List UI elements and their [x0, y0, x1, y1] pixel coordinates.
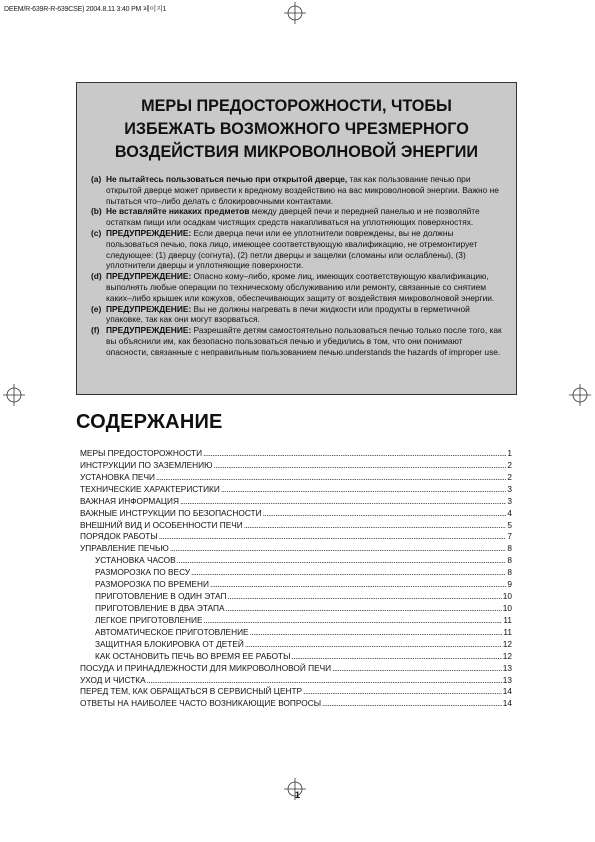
toc-entry-title: МЕРЫ ПРЕДОСТОРОЖНОСТИ: [80, 448, 203, 458]
toc-entry-title: ПРИГОТОВЛЕНИЕ В ДВА ЭТАПА: [95, 602, 225, 613]
toc-leader-dots: [221, 484, 507, 496]
toc-entry-title: ВАЖНАЯ ИНФОРМАЦИЯ: [80, 495, 179, 506]
toc-entry-page: 14: [502, 686, 512, 697]
warning-item: [91, 228, 506, 271]
warning-item-bold: ПРЕДУПРЕЖДЕНИЕ:: [106, 271, 192, 282]
toc-entry-page: 11: [503, 614, 512, 625]
warning-list: [91, 174, 506, 358]
toc-entry-page: 8: [507, 543, 512, 554]
toc-entry-title: ЗАЩИТНАЯ БЛОКИРОВКА ОТ ДЕТЕЙ: [95, 638, 244, 649]
toc-entry-page: 9: [507, 579, 512, 590]
toc-entry-title: ВНЕШНИЙ ВИД И ОСОБЕННОСТИ ПЕЧИ: [80, 519, 243, 530]
registration-mark-top-icon: [284, 2, 306, 24]
warning-item-label: (c): [91, 227, 102, 238]
toc-entry-title: РАЗМОРОЗКА ПО ВРЕМЕНИ: [95, 579, 210, 590]
toc-entry-page: 13: [502, 662, 512, 673]
toc-entry: [80, 472, 512, 484]
toc-entry: [80, 663, 512, 675]
registration-mark-right-icon: [569, 384, 591, 406]
toc-entry-page: 4: [507, 507, 512, 518]
toc-entry-title: УСТАНОВКА ПЕЧИ: [80, 471, 155, 482]
toc-leader-dots: [210, 579, 506, 591]
toc-leader-dots: [322, 698, 502, 710]
toc-entry: [80, 520, 512, 532]
toc-leader-dots: [203, 448, 506, 460]
toc-leader-dots: [303, 686, 502, 698]
toc-entry-title: ВАЖНЫЕ ИНСТРУКЦИИ ПО БЕЗОПАСНОСТИ: [80, 507, 262, 518]
warning-title-line: ИЗБЕЖАТЬ ВОЗМОЖНОГО ЧРЕЗМЕРНОГО: [124, 120, 469, 138]
toc-entry: [80, 675, 512, 687]
toc-entry-title: ПОСУДА И ПРИНАДЛЕЖНОСТИ ДЛЯ МИКРОВОЛНОВОЙ ПЕЧИ: [80, 662, 332, 673]
toc-entry-title: ПРИГОТОВЛЕНИЕ В ОДИН ЭТАП: [95, 591, 227, 602]
toc-entry-page: 11: [503, 626, 512, 637]
warning-item-bold: ПРЕДУПРЕЖДЕНИЕ:: [106, 303, 192, 314]
toc-leader-dots: [170, 543, 507, 555]
warning-item: [91, 206, 506, 228]
registration-mark-left-icon: [3, 384, 25, 406]
toc-entry-page: 13: [502, 674, 512, 685]
toc-entry: [80, 686, 512, 698]
warning-item-text: Опасно кому–либо, кроме лиц, имеющих соответствующую квалификацию, выполнять любые операции по техническому обслуживанию или ремонту, связанные со снятием каких–либо крышек или кожухов, обеспечивающих защиту от воздействия микроволновой энергии.: [106, 271, 495, 303]
toc-entry-title: ПЕРЕД ТЕМ, КАК ОБРАЩАТЬСЯ В СЕРВИСНЫЙ ЦЕНТР: [80, 686, 303, 697]
toc-entry-title: ПОРЯДОК РАБОТЫ: [80, 531, 158, 542]
warning-item-bold: ПРЕДУПРЕЖДЕНИЕ:: [106, 325, 192, 336]
toc-entry-title: УПРАВЛЕНИЕ ПЕЧЬЮ: [80, 543, 169, 554]
warning-item-bold: Не вставляйте никаких предметов: [106, 206, 250, 217]
toc-entry-page: 3: [507, 495, 512, 506]
toc-title: СОДЕРЖАНИЕ: [76, 411, 223, 433]
toc-entry: [80, 543, 512, 555]
toc-entry: [80, 591, 512, 603]
toc-entry-title: УХОД И ЧИСТКА: [80, 674, 146, 685]
toc-leader-dots: [180, 496, 506, 508]
warning-item: [91, 271, 506, 303]
toc-entry: [80, 531, 512, 543]
toc-entry-page: 8: [507, 555, 512, 566]
toc-entry: [80, 698, 512, 710]
toc-entry-title: АВТОМАТИЧЕСКОЕ ПРИГОТОВЛЕНИЕ: [95, 626, 249, 637]
page-number: 1: [294, 790, 300, 800]
toc-entry-title: ОТВЕТЫ НА НАИБОЛЕЕ ЧАСТО ВОЗНИКАЮЩИЕ ВОПРОСЫ: [80, 698, 322, 709]
warning-item-bold: Не пытайтесь пользоваться печью при открытой дверце,: [106, 174, 348, 184]
warning-item-text: Вы не должны нагревать в печи жидкости или продукты в герметичной упаковке, так как они могут взорваться.: [106, 303, 470, 325]
toc-leader-dots: [177, 555, 507, 567]
toc-entry: [80, 603, 512, 615]
toc-entry: [80, 460, 512, 472]
toc-entry: [80, 615, 512, 627]
toc-entry-page: 1: [507, 448, 512, 458]
toc-entry: [80, 555, 512, 567]
toc-entry-page: 2: [507, 459, 512, 470]
toc-entry-page: 3: [507, 483, 512, 494]
warning-item-text: между дверцей печи и передней панелью и не позволяйте остаткам пищи или осадкам чистящих средств накапливаться на уплотняющих поверхностях.: [106, 206, 480, 228]
toc-entry-page: 2: [507, 471, 512, 482]
toc-leader-dots: [214, 460, 507, 472]
toc-entry-title: РАЗМОРОЗКА ПО ВЕСУ: [95, 567, 191, 578]
toc-entry: [80, 508, 512, 520]
toc-entry-page: 14: [502, 698, 512, 709]
warning-item-label: (d): [91, 271, 102, 282]
toc-entry: [80, 651, 512, 663]
toc-list: [80, 448, 512, 710]
toc-leader-dots: [332, 663, 502, 675]
toc-leader-dots: [250, 627, 503, 639]
toc-entry: [80, 496, 512, 508]
toc-entry-page: 7: [507, 531, 512, 542]
warning-title: [77, 95, 516, 164]
warning-item-text: так как пользование печью при открытой дверце может привести к вредному воздействию на вас микроволновой энергии. Важно не пытаться что–либо делать с блокировочными контактами.: [106, 174, 499, 206]
toc-entry-page: 10: [502, 591, 512, 602]
toc-leader-dots: [226, 603, 502, 615]
toc-leader-dots: [191, 567, 506, 579]
toc-entry: [80, 567, 512, 579]
toc-leader-dots: [227, 591, 501, 603]
warning-item-label: (f): [91, 325, 100, 336]
toc-entry: [80, 639, 512, 651]
toc-leader-dots: [244, 520, 507, 532]
toc-entry: [80, 627, 512, 639]
toc-entry: [80, 484, 512, 496]
toc-leader-dots: [156, 472, 506, 484]
warning-item: [91, 174, 506, 206]
toc-leader-dots: [147, 675, 502, 687]
toc-leader-dots: [204, 615, 503, 627]
toc-leader-dots: [291, 651, 501, 663]
warning-item-label: (b): [91, 206, 102, 217]
toc-entry-page: 12: [502, 650, 512, 661]
toc-entry-title: ТЕХНИЧЕСКИЕ ХАРАКТЕРИСТИКИ: [80, 483, 220, 494]
warning-box: [76, 82, 517, 395]
warning-title-line: МЕРЫ ПРЕДОСТОРОЖНОСТИ, ЧТОБЫ: [141, 97, 452, 115]
toc-entry-page: 8: [507, 567, 512, 578]
warning-item: [91, 325, 506, 357]
toc-entry-page: 10: [502, 602, 512, 613]
toc-leader-dots: [159, 531, 507, 543]
toc-entry-title: ИНСТРУКЦИИ ПО ЗАЗЕМЛЕНИЮ: [80, 459, 213, 470]
warning-item: [91, 304, 506, 326]
warning-item-label: (a): [91, 174, 102, 184]
warning-item-bold: ПРЕДУПРЕЖДЕНИЕ:: [106, 227, 192, 238]
toc-entry-title: УСТАНОВКА ЧАСОВ: [95, 555, 176, 566]
warning-title-line: ВОЗДЕЙСТВИЯ МИКРОВОЛНОВОЙ ЭНЕРГИИ: [114, 143, 479, 161]
warning-item-text: Если дверца печи или ее уплотнители повреждены, вы не должны пользоваться печью, пока лицо, имеющее соответствующую квалификацию, не отремонтирует следующее: (1) дверцу (согнута), (2) петли дверцы и защелки (сломаны или ослаблены), (3) уплотнители дверцы и уплотняющие поверхности.: [106, 227, 478, 271]
toc-entry-title: ЛЕГКОЕ ПРИГОТОВЛЕНИЕ: [95, 614, 203, 625]
toc-entry-page: 12: [502, 638, 512, 649]
toc-entry: [80, 448, 512, 460]
toc-entry-title: КАК ОСТАНОВИТЬ ПЕЧЬ ВО ВРЕМЯ ЕЕ РАБОТЫ: [95, 650, 291, 661]
toc-leader-dots: [263, 508, 507, 520]
toc-entry: [80, 579, 512, 591]
warning-item-label: (e): [91, 303, 102, 314]
toc-leader-dots: [245, 639, 502, 651]
toc-entry-page: 5: [507, 519, 512, 530]
warning-item-text: Разрешайте детям самостоятельно пользоваться печью только после того, как вы объяснили им, как безопасно пользоваться печью и убедились в том, что они понимают опасности, связанные с неправильным пользованием печью.understands the hazards of improper use.: [106, 325, 502, 357]
print-header: DEEM/R-639R-R-639CSE) 2004.8.11 3:40 PM 페이지1: [4, 6, 167, 13]
